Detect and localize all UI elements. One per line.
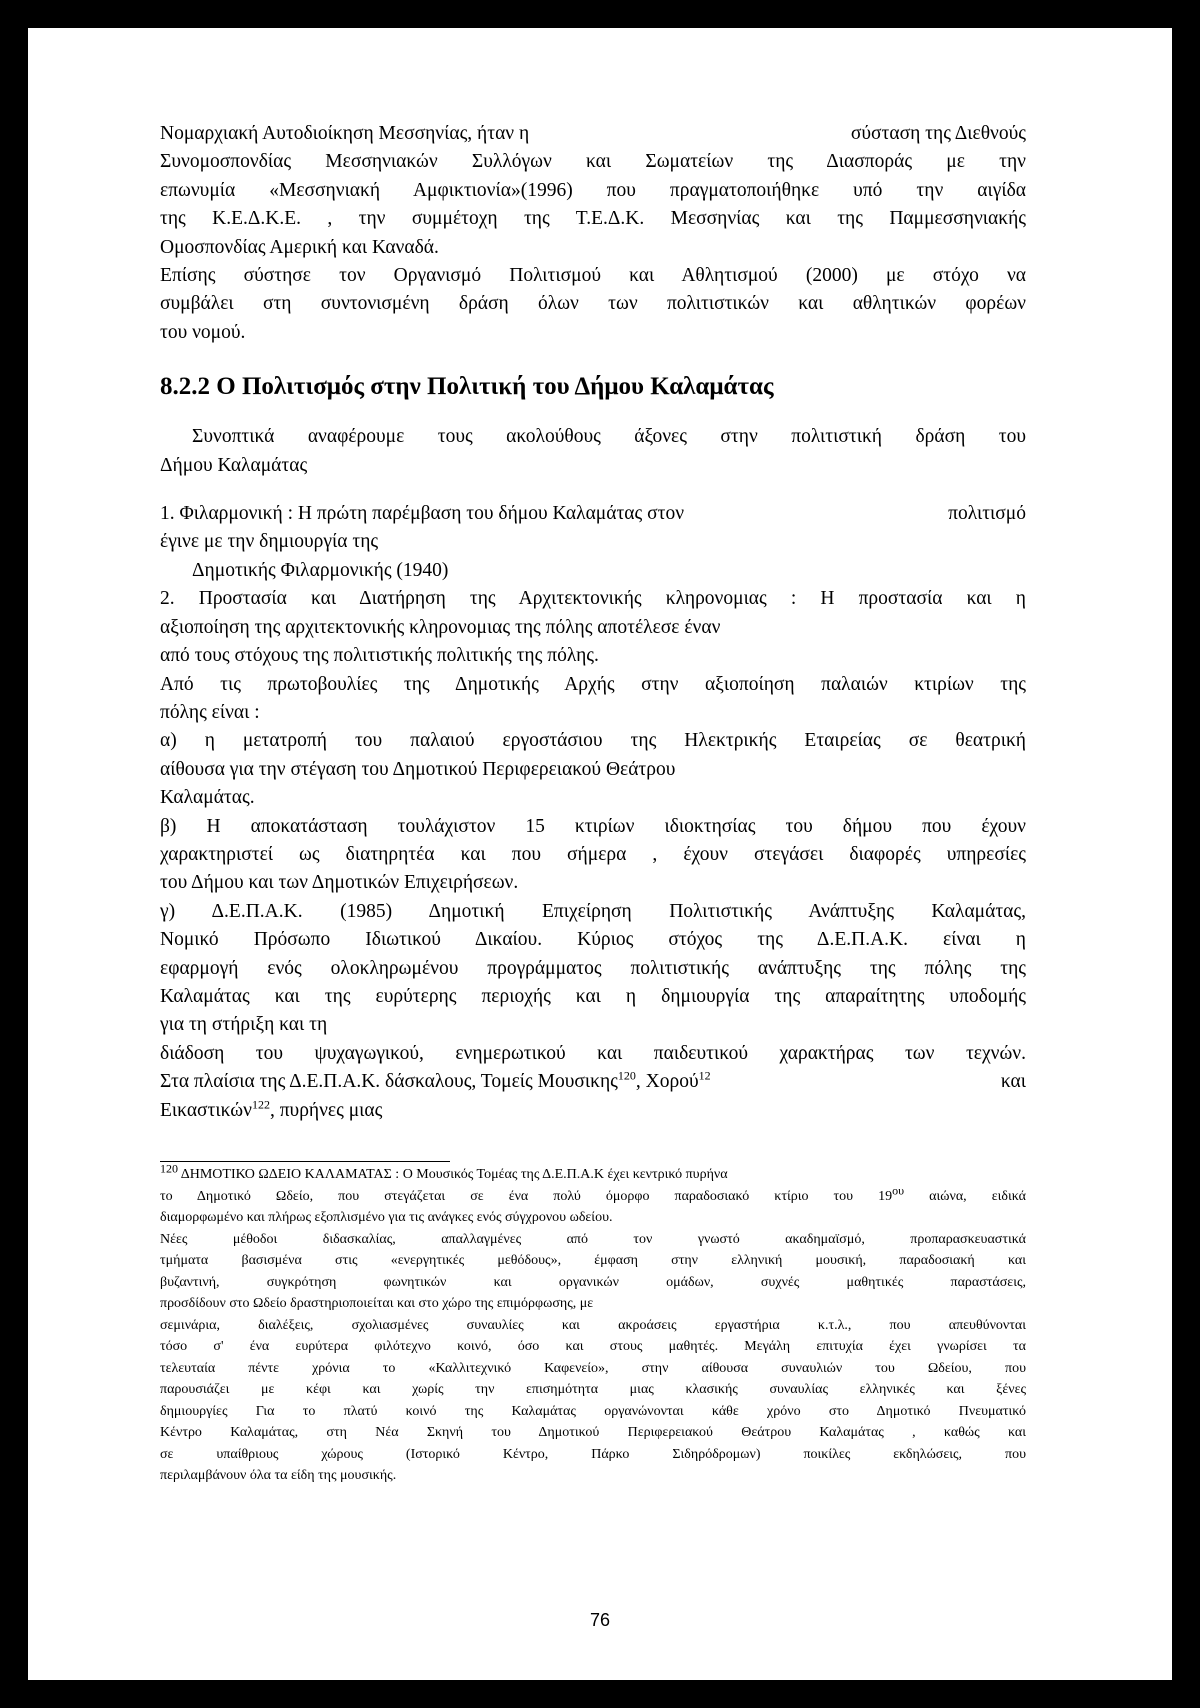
footnote-marker: 120 [160, 1161, 178, 1176]
footnote-line: περιλαμβάνουν όλα τα είδη της μουσικής. [160, 1468, 397, 1483]
footnote-line: διαμορφωμένο και πλήρως εξοπλισμένο για τις ανάγκες ενός σύγχρονου ωδείου. [160, 1210, 613, 1225]
footnote-line: προσδίδουν στο Ωδείο δραστηριοποιείται και στο χώρο της επιμόρφωσης, με [160, 1296, 594, 1311]
footnote-line: Κέντρο Καλαμάτας, στη Νέα Σκηνή του Δημοτικού Περιφερειακού Θεάτρου Καλαμάτας , καθώς και [160, 1425, 1026, 1440]
text-line: διάδοση του ψυχαγωγικού, ενημερωτικού και παιδευτικού χαρακτήρας των τεχνών. [160, 1042, 1026, 1064]
footnote-line: σεμινάρια, διαλέξεις, σχολιασμένες συναυλίες και ακροάσεις εργαστήρια κ.τ.λ., που απευθύνονται [160, 1317, 1026, 1333]
text-line: β) Η αποκατάσταση τουλάχιστον 15 κτιρίων ιδιοκτησίας του δήμου που έχουν [160, 815, 1026, 837]
text-run: , Χορού [635, 1071, 699, 1093]
footnote-ref: 122 [251, 1097, 270, 1112]
text-line: Δημοτικής Φιλαρμονικής (1940) [192, 559, 449, 581]
text-run: Στα πλαίσια της Δ.Ε.Π.Α.Κ. δάσκαλους, Τομείς Μουσικης [160, 1071, 618, 1093]
text-segment: πολιτισμό [948, 503, 1026, 525]
text-line: Καλαμάτας και της ευρύτερης περιοχής και η δημιουργία της απαραίτητης υποδομής [160, 985, 1026, 1007]
text-line: του νομού. [160, 321, 246, 343]
text-segment: σύσταση της Διεθνούς [850, 123, 1026, 144]
footnote-line: Νέες μέθοδοι διδασκαλίας, απαλλαγμένες από τον γνωστό ακαδημαϊσμό, προπαρασκευαστικά [160, 1231, 1026, 1247]
footnote-line: βυζαντινή, συγκρότηση φωνητικών και οργανικών ομάδων, συχνές μαθητικές παραστάσεις, [160, 1274, 1026, 1290]
footnote-ref: 12 [698, 1068, 711, 1083]
text-line: εφαρμογή ενός ολοκληρωμένου προγράμματος πολιτιστικής ανάπτυξης της πόλης της [160, 957, 1026, 979]
page-content [160, 120, 1026, 1487]
footnote-line: δημιουργίες Για το πλατύ κοινό της Καλαμάτας οργανώνονται κάθε χρόνο στο Δημοτικό Πνευματικό [160, 1403, 1026, 1419]
text-line: από τους στόχους της πολιτιστικής πολιτικής της πόλης. [160, 645, 599, 667]
text-line: της Κ.Ε.Δ.Κ.Ε. , την συμμέτοχη της Τ.Ε.Δ.Κ. Μεσσηνίας και της Παμμεσσηνιακής [160, 208, 1026, 230]
text-segment: Νομαρχιακή Αυτοδιοίκηση Μεσσηνίας, ήταν η [160, 123, 530, 144]
text-segment [160, 1068, 711, 1096]
text-line: α) η μετατροπή του παλαιού εργοστάσιου της Ηλεκτρικής Εταιρείας σε θεατρική [160, 730, 1026, 752]
text-run: αιώνα, ειδικά [904, 1188, 1026, 1204]
text-line: αξιοποίηση της αρχιτεκτονικής κληρονομιας της πόλης αποτέλεσε έναν [160, 616, 721, 638]
text-line: επωνυμία «Μεσσηνιακή Αμφικτιονία»(1996) που πραγματοποιήθηκε υπό την αιγίδα [160, 179, 1026, 201]
text-line: Συνομοσπονδίας Μεσσηνιακών Συλλόγων και Σωματείων της Διασποράς με την [160, 151, 1026, 173]
text-line: συμβάλει στη συντονισμένη δράση όλων των πολιτιστικών και αθλητικών φορέων [160, 293, 1026, 315]
text-line: πόλης είναι : [160, 701, 260, 723]
item-list [160, 500, 1026, 1125]
text-line: έγινε με την δημιουργία της [160, 531, 379, 553]
document-page [28, 28, 1172, 1680]
text-line: αίθουσα για την στέγαση του Δημοτικού Περιφερειακού Θεάτρου [160, 758, 676, 780]
text-run: , πυρήνες μιας [269, 1099, 383, 1121]
text-line [160, 1097, 1026, 1125]
text-line [160, 1068, 1026, 1096]
footnote-line: παρουσιάζει με κέφι και χωρίς την επισημότητα μιας κλασικής συναυλίας ελληνικές και ξένες [160, 1382, 1026, 1397]
footnote-line: τόσο σ' ένα ευρύτερα φιλότεχνο κοινό, όσο και στους μαθητές. Μεγάλη επιτυχία έχει γνωρίσει τα [160, 1339, 1026, 1354]
text-line: Καλαμάτας. [160, 787, 255, 809]
text-run: ΔΗΜΟΤΙΚΟ ΩΔΕΙΟ ΚΑΛΑΜΑΤΑΣ : Ο Μουσικός Τομέας της Δ.Ε.Π.Α.Κ έχει κεντρικό πυρήνα [180, 1167, 728, 1182]
text-line: χαρακτηριστεί ως διατηρητέα και που σήμερα , έχουν στεγάσει διαφορές υπηρεσίες [160, 843, 1026, 865]
footnote-line: σε υπαίθριους χώρους (Ιστορικό Κέντρο, Πάρκο Σιδηρόδρομων) ποικίλες εκδηλώσεις, που [160, 1446, 1026, 1462]
text-line: Νομικό Πρόσωπο Ιδιωτικού Δικαίου. Κύριος στόχος της Δ.Ε.Π.Α.Κ. είναι η [160, 929, 1026, 951]
section-heading: 8.2.2 Ο Πολιτισμός στην Πολιτική του Δήμου Καλαμάτας [160, 373, 774, 401]
text-line: του Δήμου και των Δημοτικών Επιχειρήσεων. [160, 872, 519, 894]
text-line: Ομοσπονδίας Αμερική και Καναδά. [160, 236, 439, 258]
superscript: ου [892, 1182, 905, 1197]
text-line: Από τις πρωτοβουλίες της Δημοτικής Αρχής στην αξιοποίηση παλαιών κτιρίων της [160, 673, 1026, 695]
text-segment: 1. Φιλαρμονική : Η πρώτη παρέμβαση του δήμου Καλαμάτας στον [160, 503, 685, 525]
text-line: Συνοπτικά αναφέρουμε τους ακολούθους άξονες στην πολιτιστική δράση του [192, 426, 1026, 448]
text-line: Δήμου Καλαμάτας [160, 454, 308, 476]
footnote-block [160, 1161, 1026, 1487]
text-run: Εικαστικών [160, 1099, 252, 1121]
list-item: 2. Προστασία και Διατήρηση της Αρχιτεκτονικής κληρονομιας : Η προστασία και η [160, 588, 1026, 610]
text-line: Επίσης σύστησε τον Οργανισμό Πολιτισμού και Αθλητισμού (2000) με στόχο να [160, 265, 1026, 287]
summary-paragraph [160, 423, 1026, 480]
footnote-line [160, 1182, 1026, 1208]
text-run: το Δημοτικό Ωδείο, που στεγάζεται σε ένα πολύ όμορφο παραδοσιακό κτίριο του 19 [160, 1188, 893, 1204]
footnote-line: τελευταία πέντε χρόνια το «Καλλιτεχνικό Καφενείο», στην αίθουσα συναυλιών του Ωδείου, που [160, 1360, 1026, 1376]
text-line: για τη στήριξη και τη [160, 1014, 328, 1036]
footnote-ref: 120 [617, 1068, 636, 1083]
footnote-separator [160, 1161, 450, 1162]
text-line: γ) Δ.Ε.Π.Α.Κ. (1985) Δημοτική Επιχείρηση Πολιτιστικής Ανάπτυξης Καλαμάτας, [160, 900, 1026, 922]
text-segment: και [1000, 1071, 1026, 1093]
text-line [160, 120, 1026, 148]
intro-paragraph [160, 120, 1026, 347]
page-number: 76 [589, 1610, 611, 1630]
footnote-line: τμήματα βασισμένα στις «ενεργητικές μεθόδους», έμφαση στην ελληνική μουσική, παραδοσιακή και [160, 1253, 1026, 1268]
list-item [160, 500, 1026, 528]
